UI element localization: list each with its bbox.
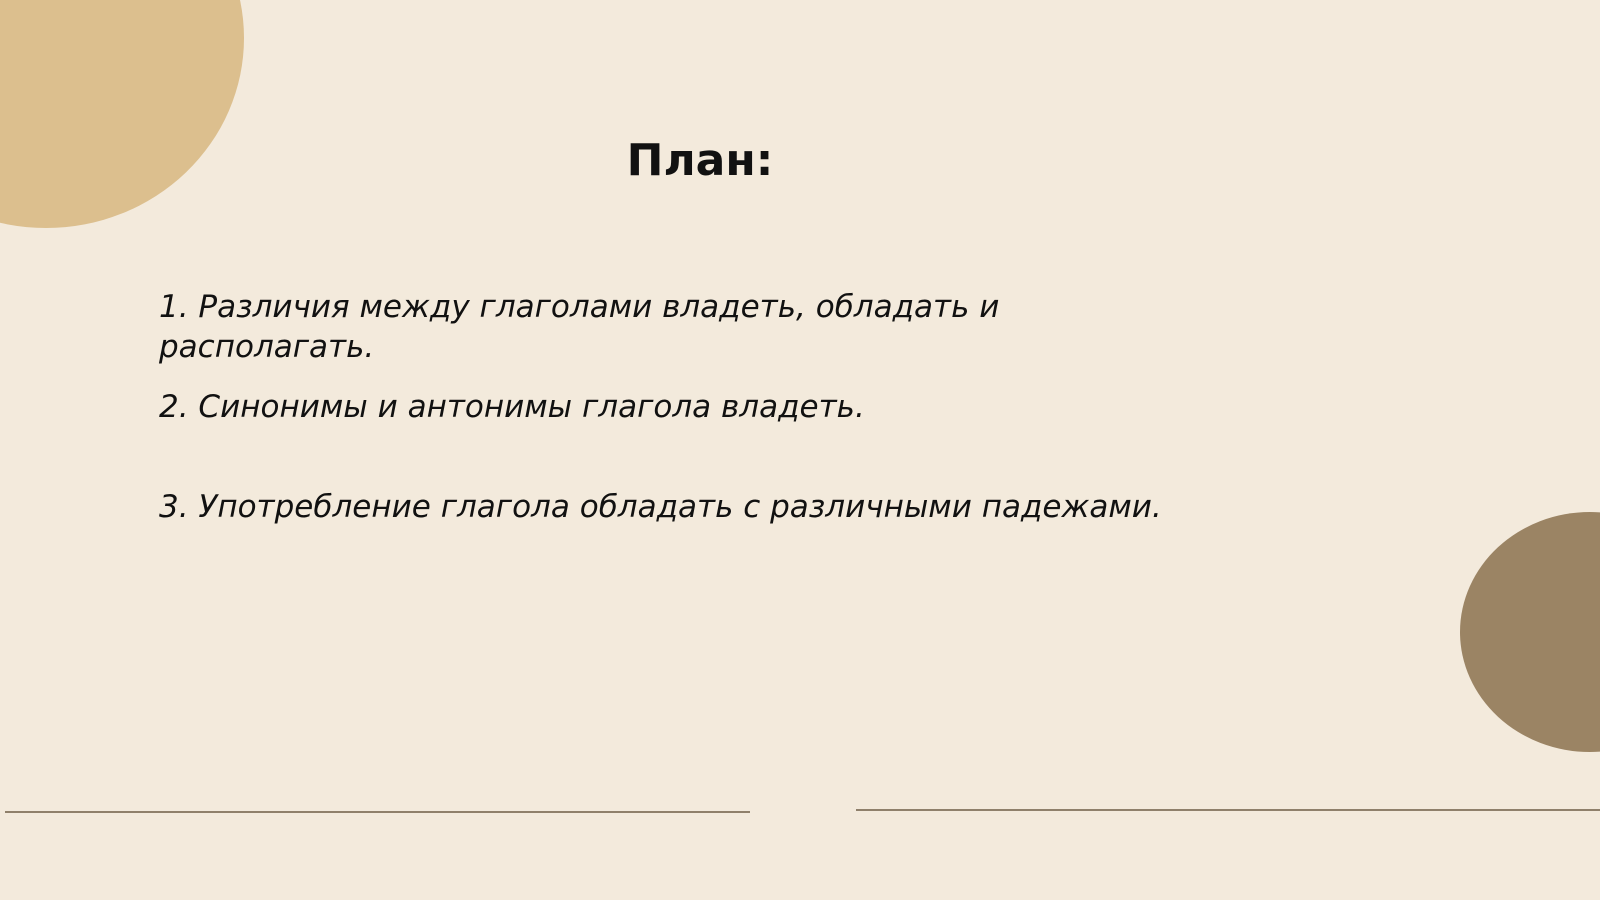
plan-item-3: 3. Употребление глагола обладать с различными падежами. (159, 489, 1162, 525)
plan-item-1-line-2: располагать. (159, 329, 375, 365)
decorative-circle-top-left (0, 0, 244, 228)
plan-item-1 (159, 287, 999, 367)
plan-item-1-line-1: 1. Различия между глаголами владеть, обладать и (159, 289, 1000, 325)
decorative-circle-right (1460, 512, 1600, 752)
plan-item-2: 2. Синонимы и антонимы глагола владеть. (159, 389, 865, 425)
divider-line-left (5, 811, 750, 813)
slide-title: План: (626, 135, 774, 186)
divider-line-right (856, 809, 1600, 811)
